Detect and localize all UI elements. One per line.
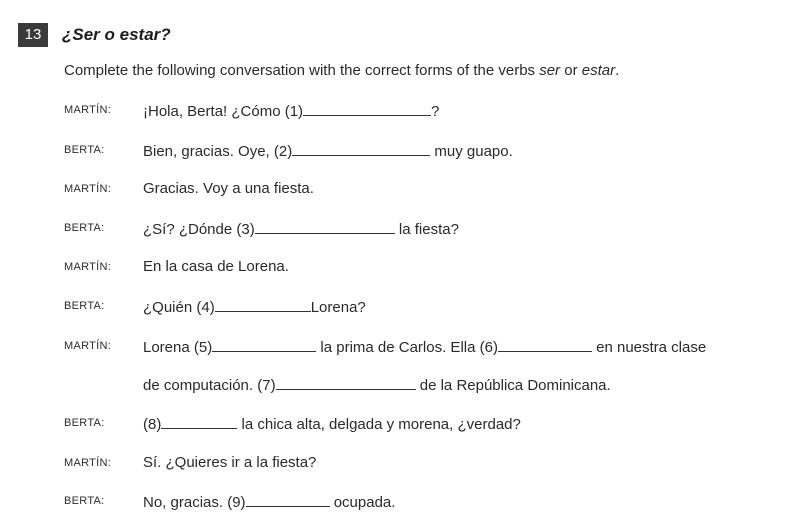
speech-segment: Bien, gracias. Oye, (2) [143, 143, 293, 160]
speech-segment: la chica alta, delgada y morena, ¿verdad? [237, 416, 521, 433]
instructions-verb-ser: ser [539, 62, 561, 79]
answer-blank-9[interactable] [246, 492, 330, 507]
instructions-text-before: Complete the following conversation with the correct forms of the verbs [64, 62, 540, 79]
speech-segment: ? [431, 103, 440, 120]
speech-segment: la prima de Carlos. Ella (6) [316, 339, 498, 356]
speech-text [143, 141, 513, 160]
speech-text [143, 101, 439, 120]
speaker-label: MARTÍN: [64, 183, 112, 195]
speech-text [143, 414, 521, 433]
exercise-title: ¿Ser o estar? [62, 25, 171, 44]
speech-segment: No, gracias. (9) [143, 494, 246, 511]
speech-segment: En la casa de Lorena. [143, 258, 289, 275]
exercise-number-badge: 13 [18, 23, 48, 47]
speech-text [143, 297, 366, 316]
speaker-label: MARTÍN: [64, 340, 112, 352]
speech-text [143, 375, 611, 394]
speech-segment: muy guapo. [430, 143, 513, 160]
speech-segment: Gracias. Voy a una fiesta. [143, 180, 314, 197]
speaker-label: BERTA: [64, 417, 105, 429]
answer-blank-7[interactable] [276, 375, 416, 390]
answer-blank-5[interactable] [212, 337, 316, 352]
answer-blank-6[interactable] [498, 337, 592, 352]
speech-text [143, 258, 289, 275]
speaker-label: BERTA: [64, 222, 105, 234]
speech-segment: ¿Sí? ¿Dónde (3) [143, 221, 255, 238]
speech-segment: (8) [143, 416, 162, 433]
speech-text [143, 219, 459, 238]
speech-segment: Lorena (5) [143, 339, 213, 356]
answer-blank-1[interactable] [303, 101, 431, 116]
instructions-text-middle: or [560, 62, 582, 79]
speech-segment: ¡Hola, Berta! ¿Cómo (1) [143, 103, 304, 120]
speech-segment: la fiesta? [394, 221, 459, 238]
speaker-label: BERTA: [64, 300, 105, 312]
speech-text [143, 454, 316, 471]
instructions-text-after: . [615, 62, 620, 79]
speech-segment: de computación. (7) [143, 377, 276, 394]
answer-blank-4[interactable] [215, 297, 311, 312]
answer-blank-2[interactable] [292, 141, 430, 156]
instructions-verb-estar: estar [581, 62, 616, 79]
speech-text [143, 180, 314, 197]
speech-segment: Lorena? [310, 299, 366, 316]
answer-blank-8[interactable] [161, 414, 237, 429]
speaker-label: BERTA: [64, 144, 105, 156]
speech-segment: Sí. ¿Quieres ir a la fiesta? [143, 454, 317, 471]
speaker-label: MARTÍN: [64, 457, 112, 469]
speech-text [143, 337, 706, 356]
speech-segment: en nuestra clase [591, 339, 707, 356]
speech-segment: ocupada. [329, 494, 396, 511]
speaker-label: MARTÍN: [64, 104, 112, 116]
speaker-label: MARTÍN: [64, 261, 112, 273]
speech-segment: de la República Dominicana. [415, 377, 611, 394]
speaker-label: BERTA: [64, 495, 105, 507]
speech-segment: ¿Quién (4) [143, 299, 215, 316]
answer-blank-3[interactable] [255, 219, 395, 234]
speech-text [143, 492, 395, 511]
